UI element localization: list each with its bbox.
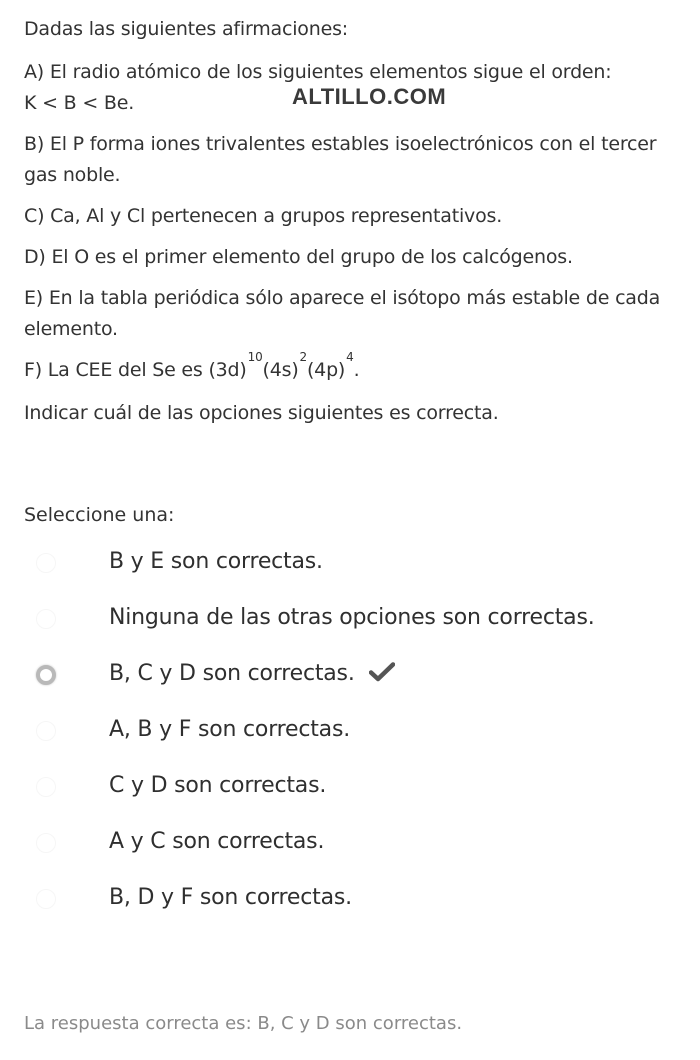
watermark: ALTILLO.COM [292, 84, 447, 109]
radio-button[interactable] [36, 889, 56, 909]
question-text [24, 14, 694, 439]
checkmark-icon [369, 661, 395, 691]
option-c-d[interactable] [0, 759, 700, 815]
statement-b: B) El P forma iones trivalentes estables isoelectrónicos con el tercer gas noble. [24, 133, 657, 186]
correct-answer-feedback: La respuesta correcta es: B, C y D son correctas. [24, 1013, 463, 1034]
config-term-4s: (4s) [262, 359, 299, 381]
option-b-d-f[interactable] [0, 871, 700, 927]
option-a-b-f[interactable] [0, 703, 700, 759]
radio-button[interactable] [36, 721, 56, 741]
config-exp-4p: 4 [346, 350, 354, 364]
radio-button-selected[interactable] [36, 665, 56, 685]
option-b-e[interactable] [0, 535, 700, 591]
config-term-4p: (4p) [306, 359, 346, 381]
option-label[interactable]: B y E son correctas. [109, 549, 323, 574]
radio-button[interactable] [36, 553, 56, 573]
statement-a-line2: K < B < Be. [24, 92, 135, 114]
statement-f-prefix: F) La CEE del Se es [24, 359, 209, 381]
config-term-3d: (3d) [208, 359, 247, 381]
question-instruction: Indicar cuál de las opciones siguientes es correcta. [24, 402, 499, 424]
option-label[interactable]: A, B y F son correctas. [109, 717, 351, 742]
answer-options [0, 535, 700, 927]
option-b-c-d[interactable] [0, 647, 700, 703]
radio-button[interactable] [36, 609, 56, 629]
option-label[interactable]: B, D y F son correctas. [109, 885, 352, 910]
statement-f [24, 350, 694, 388]
radio-button[interactable] [36, 777, 56, 797]
option-a-c[interactable] [0, 815, 700, 871]
select-prompt: Seleccione una: [24, 504, 175, 526]
statement-a-line1: A) El radio atómico de los siguientes elementos sigue el orden: [24, 61, 612, 83]
statement-f-suffix: . [353, 359, 360, 381]
statement-e: E) En la tabla periódica sólo aparece el isótopo más estable de cada elemento. [24, 287, 661, 340]
config-exp-3d: 10 [247, 350, 263, 364]
option-ninguna[interactable] [0, 591, 700, 647]
statement-c: C) Ca, Al y Cl pertenecen a grupos representativos. [24, 205, 503, 227]
statement-d: D) El O es el primer elemento del grupo de los calcógenos. [24, 246, 573, 268]
radio-button[interactable] [36, 833, 56, 853]
config-exp-4s: 2 [299, 350, 307, 364]
option-label[interactable]: B, C y D son correctas. [109, 661, 355, 686]
option-label-row[interactable] [109, 659, 395, 691]
option-label[interactable]: Ninguna de las otras opciones son correctas. [109, 605, 595, 630]
option-label[interactable]: C y D son correctas. [109, 773, 327, 798]
question-intro: Dadas las siguientes afirmaciones: [24, 18, 348, 40]
option-label[interactable]: A y C son correctas. [109, 829, 325, 854]
